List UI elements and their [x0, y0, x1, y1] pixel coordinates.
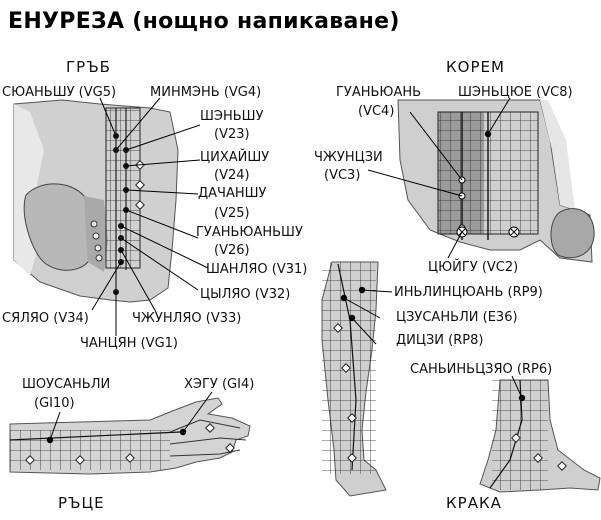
- point-label-v25-code: (V25): [214, 206, 250, 221]
- point-label-gi10-code: (GI10): [34, 396, 75, 411]
- point-label-v23-name: ШЭНЬШУ: [200, 109, 264, 124]
- point-label-vc4-code: (VC4): [358, 104, 395, 119]
- point-label-vc4-name: ГУАНЬЮАНЬ: [336, 85, 422, 100]
- section-abdomen-label: КОРЕМ: [446, 58, 505, 76]
- point-label-vc3-name: ЧЖУНЦЗИ: [314, 150, 383, 165]
- point-label-vc8: ШЭНЬЦЮЕ (VC8): [458, 85, 573, 100]
- point-label-rp6: САНЬИНЬЦЗЯО (RP6): [410, 362, 553, 377]
- abdomen-figure: [368, 98, 594, 262]
- back-figure: [14, 98, 208, 336]
- point-label-vc3-code: (VC3): [324, 168, 361, 183]
- section-legs-label: КРАКА: [446, 494, 502, 512]
- point-label-vg4: МИНМЭНЬ (VG4): [150, 85, 262, 100]
- section-hands-label: РЪЦЕ: [58, 494, 105, 512]
- point-label-v26-name: ГУАНЬЮАНЬШУ: [196, 225, 303, 240]
- point-label-v32: ЦЫЛЯО (V32): [200, 287, 291, 302]
- leg-figure: [322, 262, 392, 496]
- point-label-v23-code: (V23): [214, 127, 250, 142]
- point-label-gi4: ХЭГУ (GI4): [184, 377, 255, 392]
- point-label-v34: СЯЛЯО (V34): [2, 311, 89, 326]
- point-label-v24-name: ЦИХАЙШУ: [200, 150, 270, 165]
- point-label-e36: ЦЗУСАНЬЛИ (E36): [396, 310, 518, 325]
- page-title: ЕНУРЕЗА (нощно напикаване): [8, 9, 400, 34]
- point-label-v24-code: (V24): [214, 168, 250, 183]
- point-label-v26-code: (V26): [214, 243, 250, 258]
- point-label-rp8: ДИЦЗИ (RP8): [396, 333, 484, 348]
- point-label-vc2: ЦЮЙГУ (VC2): [428, 260, 519, 275]
- foot-figure: [480, 376, 600, 492]
- point-label-vg5: СЮАНЬШУ (VG5): [2, 85, 117, 100]
- point-label-v25-name: ДАЧАНШУ: [198, 186, 267, 201]
- point-label-rp9: ИНЬЛИНЦЮАНЬ (RP9): [394, 285, 543, 300]
- point-label-v31: ШАНЛЯО (V31): [206, 262, 308, 277]
- point-label-gi10-name: ШОУСАНЬЛИ: [22, 377, 111, 392]
- point-label-v33: ЧЖУНЛЯО (V33): [132, 311, 242, 326]
- point-label-vg1: ЧАНЦЯН (VG1): [80, 336, 178, 351]
- section-back-label: ГРЪБ: [66, 58, 111, 76]
